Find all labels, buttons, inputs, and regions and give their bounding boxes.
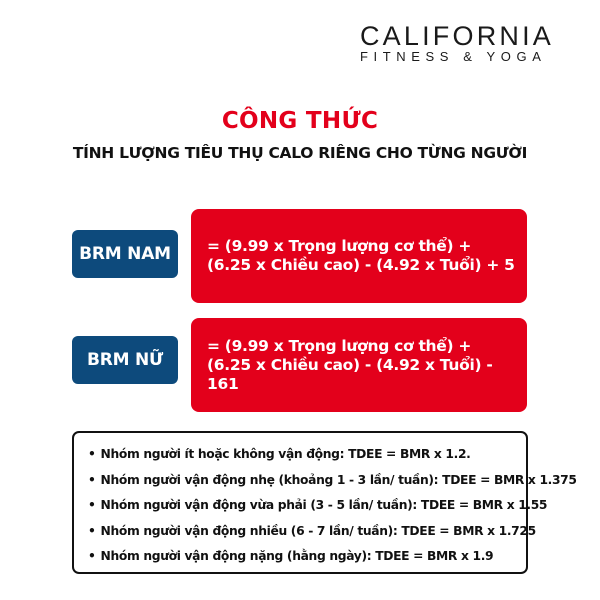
bullet-icon: • [88, 549, 96, 563]
brand-logo [360, 22, 554, 64]
formula-box-female [191, 318, 527, 412]
list-item [88, 442, 526, 468]
bullet-icon: • [88, 472, 96, 487]
formula-line: (6.25 x Chiều cao) - (4.92 x Tuổi) - 161 [207, 355, 493, 393]
list-item [88, 493, 548, 519]
formula-line: = (9.99 x Trọng lượng cơ thể) + [207, 336, 472, 355]
bullet-icon: • [88, 523, 96, 538]
formula-label-female: BRM NỮ [72, 336, 178, 384]
formula-line: = (9.99 x Trọng lượng cơ thể) + [207, 237, 472, 255]
page-title: CÔNG THỨC [221, 108, 379, 134]
list-item [88, 468, 577, 494]
list-item [88, 519, 536, 545]
list-item-text: Nhóm người vận động nhiều (6 - 7 lần/ tuần): TDEE = BMR x 1.725 [100, 523, 536, 538]
list-item-text: Nhóm người vận động nặng (hằng ngày): TDEE = BMR x 1.9 [100, 549, 494, 563]
logo-brand-name: CALIFORNIA [359, 21, 554, 51]
list-item-text: Nhóm người ít hoặc không vận động: TDEE = BMR x 1.2. [100, 447, 471, 461]
list-item-text: Nhóm người vận động nhẹ (khoảng 1 - 3 lần/ tuần): TDEE = BMR x 1.375 [100, 472, 577, 487]
page-subtitle: TÍNH LƯỢNG TIÊU THỤ CALO RIÊNG CHO TỪNG NGƯỜI [72, 144, 528, 162]
tdee-list [72, 431, 577, 574]
list-item [88, 544, 526, 570]
list-item-text: Nhóm người vận động vừa phải (3 - 5 lần/ tuần): TDEE = BMR x 1.55 [100, 498, 548, 512]
bullet-icon: • [88, 498, 96, 512]
formula-box-male [191, 209, 527, 303]
logo-tagline: FITNESS & YOGA [359, 49, 547, 64]
formula-label-male: BRM NAM [72, 230, 178, 278]
formula-line: (6.25 x Chiều cao) - (4.92 x Tuổi) + 5 [207, 256, 515, 274]
bullet-icon: • [88, 447, 96, 461]
